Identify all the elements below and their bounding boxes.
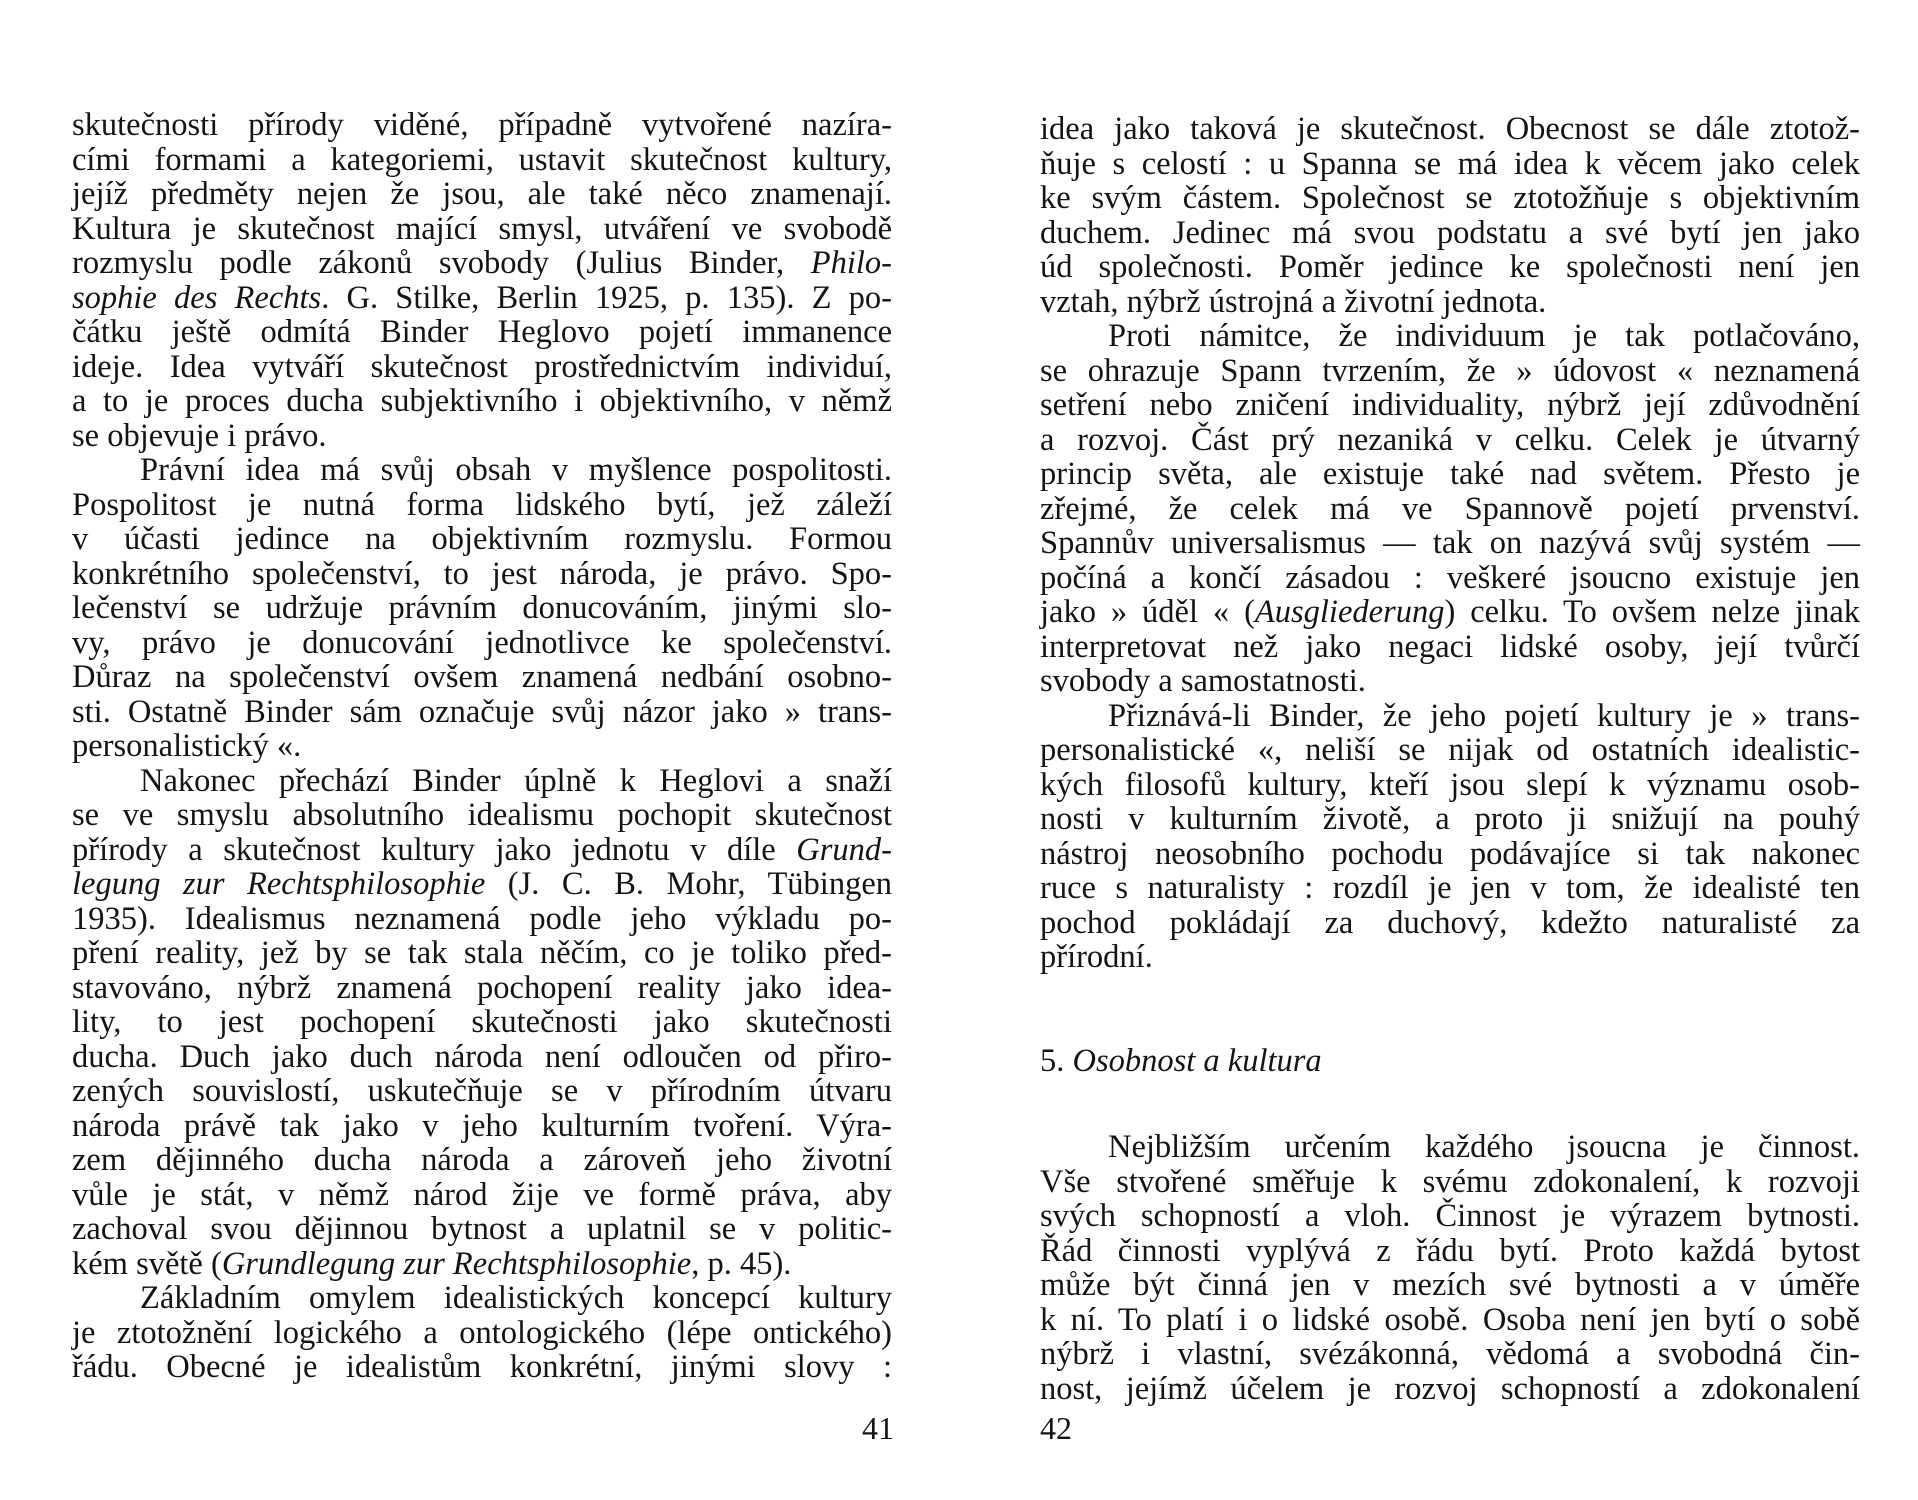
text-line — [72, 384, 892, 419]
text-run: 1935). Idealismus neznamená podle jeho výkladu po- — [72, 900, 892, 937]
text-run: zených souvislostí, uskutečňuje se v přírodním útvaru — [72, 1073, 892, 1109]
text-run: svých schopností a vloh. Činnost je výrazem bytnosti. — [1040, 1198, 1860, 1234]
text-run: v účasti jedince na objektivním rozmyslu. Formou — [72, 521, 892, 557]
right-page — [1040, 112, 1860, 1406]
page-number-left: 41 — [862, 1410, 894, 1446]
text-line — [1040, 492, 1860, 527]
text-line — [1040, 1130, 1860, 1165]
text-line — [72, 695, 892, 730]
text-line — [1040, 423, 1860, 458]
text-run: personalistický «. — [72, 728, 302, 764]
text-run: stavováno, nýbrž znamená pochopení reality jako idea- — [72, 969, 892, 1006]
text-line — [1040, 216, 1860, 251]
text-line — [1040, 1337, 1860, 1372]
text-run: skutečnosti přírody viděné, případně vytvořené nazíra- — [72, 107, 892, 143]
text-run: ideje. Idea vytváří skutečnost prostřednictvím individuí, — [72, 348, 892, 385]
text-run: přírodní. — [1040, 939, 1153, 975]
text-run: princip světa, ale existuje také nad světem. Přesto je — [1040, 456, 1860, 492]
text-run: konkrétního společenství, to jest národa, je právo. Spo- — [72, 555, 892, 592]
text-run: počíná a končí zásadou : veškeré jsoucno existuje jen — [1040, 559, 1860, 596]
text-run: zachoval svou dějinnou bytnost a uplatnil se v politic- — [72, 1211, 892, 1247]
text-line — [72, 143, 892, 178]
text-run: Vše stvořené směřuje k svému zdokonalení, k rozvoji — [1040, 1163, 1860, 1200]
italic-title: legung zur Rechtsphilosophie — [72, 866, 486, 902]
text-line — [1040, 906, 1860, 941]
text-line — [72, 246, 892, 281]
text-run: ducha. Duch jako duch národa není odloučen od přiro- — [72, 1038, 892, 1075]
text-line — [1040, 871, 1860, 906]
text-run: vztah, nýbrž ústrojná a životní jednota. — [1040, 283, 1547, 320]
text-run: . G. Stilke, Berlin 1925, p. 135). Z po- — [321, 279, 892, 316]
text-run: Základním omylem idealistických koncepcí kultury — [140, 1280, 892, 1316]
text-line — [72, 1281, 892, 1316]
text-run: ňuje s celostí : u Spanna se má idea k věcem jako celek — [1040, 145, 1860, 182]
text-line — [1040, 1268, 1860, 1303]
italic-title: Grundlegung zur Rechtsphilosophie — [221, 1245, 692, 1282]
text-line — [1040, 837, 1860, 872]
text-run: pření reality, jež by se tak stala něčím, co je toliko před- — [72, 935, 892, 971]
text-line — [72, 1247, 892, 1282]
text-run: zem dějinného ducha národa a zároveň jeho životní — [72, 1142, 892, 1178]
text-line — [72, 902, 892, 937]
text-line — [1040, 940, 1860, 975]
text-run: (J. C. B. Mohr, Tübingen — [485, 866, 892, 902]
text-run: , p. 45). — [691, 1245, 792, 1282]
text-line — [72, 1109, 892, 1144]
text-run: národa právě tak jako v jeho kulturním tvoření. Výra- — [72, 1107, 892, 1144]
text-run: a rozvoj. Část prý nezaniká v celku. Celek je útvarný — [1040, 421, 1860, 458]
text-line — [72, 453, 892, 488]
text-line — [1040, 250, 1860, 285]
text-line — [72, 660, 892, 695]
text-line — [1040, 319, 1860, 354]
text-run: Přiznává-li Binder, že jeho pojetí kultury je » trans- — [1108, 697, 1860, 734]
section-title: Osobnost a kultura — [1072, 1042, 1322, 1079]
text-run: nýbrž i vlastní, svézákonná, vědomá a svobodná čin- — [1040, 1336, 1860, 1372]
text-line — [1040, 664, 1860, 699]
text-line — [1040, 630, 1860, 665]
text-run: nástroj neosobního pochodu podávajíce si tak nakonec — [1040, 835, 1860, 872]
text-line — [72, 419, 892, 454]
text-run: je ztotožnění logického a ontologického (lépe ontického) — [72, 1314, 892, 1351]
text-run: lity, to jest pochopení skutečnosti jako skutečnosti — [72, 1004, 892, 1040]
text-run: řádu. Obecné je idealistům konkrétní, jinými slovy : — [72, 1349, 892, 1385]
text-run: zřejmé, že celek má ve Spannově pojetí prvenství. — [1040, 490, 1860, 527]
text-run: setření nebo zničení individuality, nýbrž její zdůvodnění — [1040, 387, 1860, 423]
text-run: interpretovat než jako negaci lidské osoby, její tvůrčí — [1040, 628, 1860, 665]
text-line — [72, 867, 892, 902]
section-number: 5. — [1040, 1042, 1073, 1079]
text-line — [1040, 733, 1860, 768]
text-line — [72, 488, 892, 523]
text-run: lečenství se udržuje právním donucováním, jinými slo- — [72, 590, 892, 626]
text-line — [72, 1178, 892, 1213]
text-run: jako » úděl « ( — [1040, 594, 1255, 630]
text-run: ke svým částem. Společnost se ztotožňuje s objektivním — [1040, 180, 1860, 216]
page-number-right: 42 — [1040, 1410, 1072, 1446]
text-run: vy, právo je donucování jednotlivce ke společenství. — [72, 624, 892, 661]
text-run: kých filosofů kultury, kteří jsou slepí k významu osob- — [1040, 766, 1860, 803]
text-run: rozmyslu podle zákonů svobody (Julius Binder, — [72, 245, 811, 281]
text-line — [1040, 1303, 1860, 1338]
text-run: duchem. Jedinec má svou podstatu a své bytí jen jako — [1040, 214, 1860, 251]
text-line — [72, 281, 892, 316]
text-run: ruce s naturalisty : rozdíl je jen v tom, že idealisté ten — [1040, 870, 1860, 906]
text-line — [1040, 181, 1860, 216]
text-line — [72, 522, 892, 557]
text-run: kém světě ( — [72, 1245, 222, 1282]
italic-title: sophie des Rechts — [72, 279, 322, 316]
text-line — [1040, 699, 1860, 734]
text-line — [1040, 112, 1860, 147]
text-line — [1040, 526, 1860, 561]
text-line — [72, 350, 892, 385]
text-line — [1040, 595, 1860, 630]
text-line — [72, 108, 892, 143]
text-line — [72, 591, 892, 626]
text-run: Právní idea má svůj obsah v myšlence pospolitosti. — [140, 452, 892, 488]
text-run: Nakonec přechází Binder úplně k Heglovi a snaží — [140, 762, 892, 799]
italic-title: Philo- — [810, 245, 892, 281]
text-run: čátku ještě odmítá Binder Heglovo pojetí immanence — [72, 314, 892, 350]
text-line — [1040, 1372, 1860, 1407]
text-line — [72, 764, 892, 799]
text-line — [1040, 388, 1860, 423]
text-run: ) celku. To ovšem nelze jinak — [1444, 594, 1861, 630]
left-page — [72, 108, 892, 1385]
text-line — [72, 212, 892, 247]
text-run: přírody a skutečnost kultury jako jednotu v díle — [72, 831, 797, 868]
section-heading — [1040, 1044, 1860, 1079]
text-run: sti. Ostatně Binder sám označuje svůj názor jako » trans- — [72, 693, 892, 730]
text-run: nosti v kulturním životě, a proto ji snižují na pouhý — [1040, 801, 1860, 837]
text-line — [72, 798, 892, 833]
text-run: Pospolitost je nutná forma lidského bytí, jež záleží — [72, 486, 892, 523]
text-run: se objevuje i právo. — [72, 417, 327, 454]
text-line — [72, 315, 892, 350]
text-line — [1040, 147, 1860, 182]
text-line — [1040, 285, 1860, 320]
text-line — [72, 177, 892, 212]
text-line — [1040, 457, 1860, 492]
text-line — [72, 1040, 892, 1075]
text-run: se ohrazuje Spann tvrzením, že » údovost « neznamená — [1040, 352, 1860, 389]
text-line — [1040, 561, 1860, 596]
text-line — [1040, 1165, 1860, 1200]
text-line — [72, 1143, 892, 1178]
text-line — [1040, 354, 1860, 389]
text-run: svobody a samostatnosti. — [1040, 663, 1366, 699]
text-run: Spannův universalismus — tak on nazývá svůj systém — — [1040, 525, 1860, 561]
text-run: úd společnosti. Poměr jedince ke společnosti není jen — [1040, 249, 1860, 285]
text-run: cími formami a kategoriemi, ustavit skutečnost kultury, — [72, 141, 892, 178]
text-line — [72, 1316, 892, 1351]
text-run: idea jako taková je skutečnost. Obecnost se dále ztotož- — [1040, 111, 1860, 147]
text-run: nost, jejímž účelem je rozvoj schopností a zdokonalení — [1040, 1370, 1860, 1407]
text-run: a to je proces ducha subjektivního i objektivního, v němž — [72, 383, 892, 419]
text-run: personalistické «, neliší se nijak od ostatních idealistic- — [1040, 732, 1860, 768]
text-run: vůle je stát, v němž národ žije ve formě práva, aby — [72, 1176, 892, 1213]
text-line — [72, 729, 892, 764]
text-line — [1040, 802, 1860, 837]
text-run: Proti námitce, že individuum je tak potlačováno, — [1108, 318, 1860, 354]
text-line — [1040, 1234, 1860, 1269]
text-line — [72, 1350, 892, 1385]
text-line — [1040, 1199, 1860, 1234]
text-line — [72, 936, 892, 971]
text-run: může být činná jen v mezích své bytnosti a v úměře — [1040, 1267, 1860, 1303]
text-run: pochod pokládají za duchový, kdežto naturalisté za — [1040, 904, 1860, 941]
text-run: k ní. To platí i o lidské osobě. Osoba není jen bytí o sobě — [1040, 1301, 1860, 1338]
text-run: se ve smyslu absolutního idealismu pochopit skutečnost — [72, 797, 892, 833]
text-line — [72, 1005, 892, 1040]
text-line — [72, 971, 892, 1006]
text-run: Nejbližším určením každého jsoucna je činnost. — [1108, 1129, 1860, 1165]
italic-title: Ausgliederung — [1254, 594, 1445, 630]
text-line — [72, 626, 892, 661]
text-line — [72, 833, 892, 868]
text-run: Kultura je skutečnost mající smysl, utváření ve svobodě — [72, 210, 892, 247]
text-line — [1040, 768, 1860, 803]
text-run: Řád činnosti vyplývá z řádu bytí. Proto každá bytost — [1040, 1232, 1860, 1269]
text-line — [72, 557, 892, 592]
text-line — [72, 1074, 892, 1109]
italic-title: Grund- — [796, 831, 892, 868]
text-line — [72, 1212, 892, 1247]
text-run: Důraz na společenství ovšem znamená nedbání osobno- — [72, 659, 892, 695]
text-run: jejíž předměty nejen že jsou, ale také něco znamenají. — [72, 176, 892, 212]
